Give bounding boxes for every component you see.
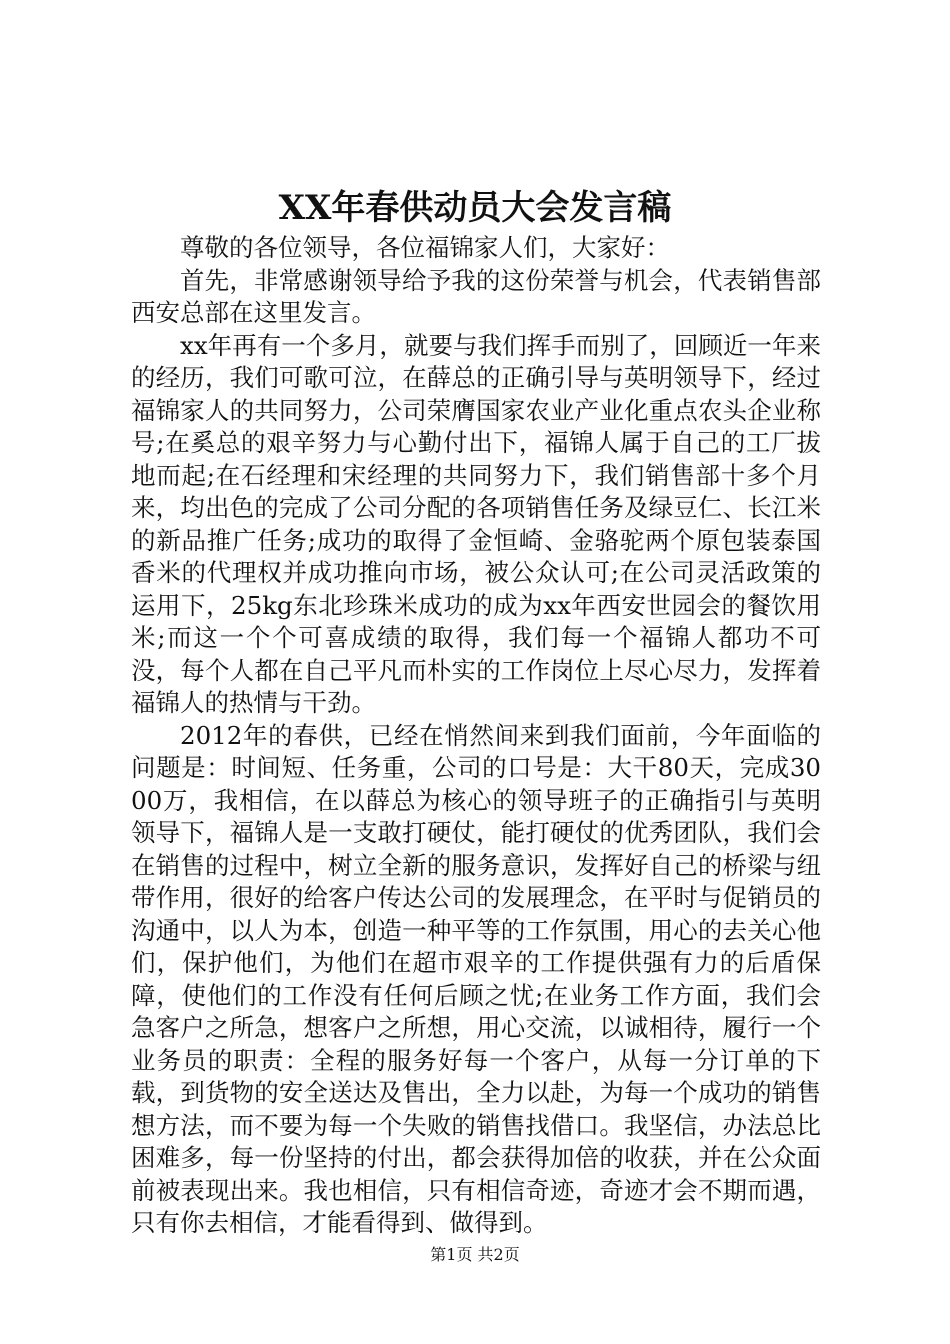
page-number-footer: 第1页 共2页 bbox=[430, 1245, 520, 1264]
document-title: XX年春供动员大会发言稿 bbox=[278, 188, 672, 228]
paragraph-greeting: 尊敬的各位领导，各位福锦家人们，大家好： bbox=[180, 233, 670, 262]
paragraph-spring-supply: 2012年的春供，已经在悄然间来到我们面前，今年面临的问题是：时间短、任务重，公司的口号是：大干80天，完成3000万，我相信，在以薛总为核心的领导班子的正确指引与英明领导下，福锦人是一支敢打硬仗，能打硬仗的优秀团队，我们会在销售的过程中，树立全新的服务意识，发挥好自己的桥梁与纽带作用，很好的给客户传达公司的发展理念，在平时与促销员的沟通中，以人为本，创造一种平等的工作氛围，用心的去关心他们，保护他们，为他们在超市艰辛的工作提供强有力的后盾保障，使他们的工作没有任何后顾之忧;在业务工作方面，我们会急客户之所急，想客户之所想，用心交流，以诚相待，履行一个业务员的职责：全程的服务好每一个客户，从每一分订单的下载，到货物的安全送达及售出，全力以赴，为每一个成功的销售想方法，而不要为每一个失败的销售找借口。我坚信，办法总比困难多，每一份坚持的付出，都会获得加倍的收获，并在公众面前被表现出来。我也相信，只有相信奇迹，奇迹才会不期而遇，只有你去相信，才能看得到、做得到。 bbox=[131, 720, 821, 1237]
paragraph-review: xx年再有一个多月，就要与我们挥手而别了，回顾近一年来的经历，我们可歌可泣，在薛总的正确引导与英明领导下，经过福锦家人的共同努力，公司荣膺国家农业产业化重点农头企业称号;在奚总的艰辛努力与心勤付出下，福锦人属于自己的工厂拔地而起;在石经理和宋经理的共同努力下，我们销售部十多个月来，均出色的完成了公司分配的各项销售任务及绿豆仁、长江米的新品推广任务;成功的取得了金恒崎、金骆驼两个原包装泰国香米的代理权并成功推向市场，被公众认可;在公司灵活政策的运用下，25kg东北珍珠米成功的成为xx年西安世园会的餐饮用米;而这一个个可喜成绩的取得，我们每一个福锦人都功不可没，每个人都在自己平凡而朴实的工作岗位上尽心尽力，发挥着福锦人的热情与干劲。 bbox=[131, 330, 821, 717]
document-body bbox=[131, 232, 821, 1240]
paragraph-opening: 首先，非常感谢领导给予我的这份荣誉与机会，代表销售部西安总部在这里发言。 bbox=[131, 265, 821, 327]
